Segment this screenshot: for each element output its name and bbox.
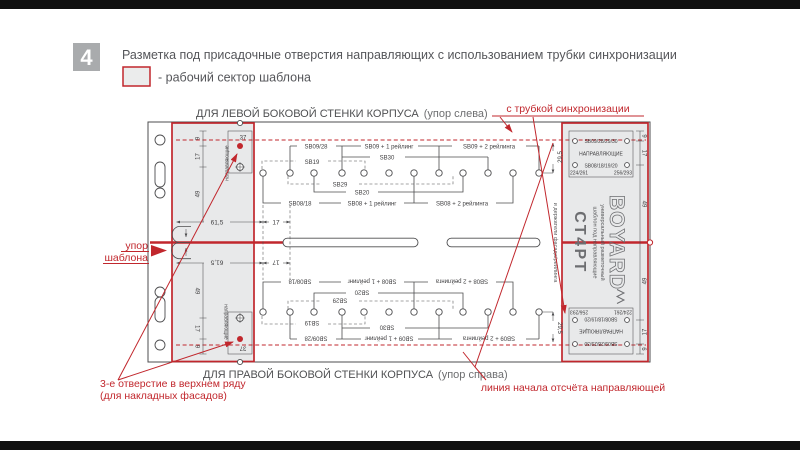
label-sb30: SB30: [379, 155, 395, 162]
stop-label-2: шаблона: [104, 252, 148, 264]
label-sb09-r2-mir: SB09 + 2 рейлинга: [462, 334, 516, 341]
size-num-left-mir: 224/261: [613, 308, 632, 315]
start-line-label: линия начала отсчёта направляющей: [480, 382, 666, 394]
label-sb08-18: SB08/18: [288, 201, 312, 208]
sync-tube-label: с трубкой синхронизации: [506, 103, 630, 115]
dim-61-5-bottom: 61,5: [210, 258, 224, 266]
size-num-left: 224/261: [570, 170, 589, 177]
caption-right-wall: [203, 368, 508, 381]
product-name: СТ4РТ: [571, 211, 588, 274]
label-sb29-mir: SB29: [332, 296, 348, 303]
dim-9-left-top: 9: [195, 136, 202, 141]
caption-left-wall-text: ДЛЯ ЛЕВОЙ БОКОВОЙ СТЕНКИ КОРПУСА: [196, 108, 419, 120]
dim-49-right-top: 49: [640, 200, 647, 208]
caption-right-wall-text: ДЛЯ ПРАВОЙ БОКОВОЙ СТЕНКИ КОРПУСА: [203, 369, 434, 381]
dim-37-top: 37: [239, 135, 247, 142]
label-sb08-r1-mir: SB08 + 1 рейлинг: [347, 277, 397, 284]
label-sb09-r2: SB09 + 2 рейлинга: [462, 144, 516, 151]
caption-right-wall-note: (упор справа): [438, 369, 508, 381]
dim-9-right-bottom: 9: [642, 347, 649, 351]
label-sb09-r1: SB09 + 1 рейлинг: [364, 144, 414, 151]
dim-17-right-bottom: 17: [642, 328, 649, 336]
label-sb08-18-mir: SB08/18: [288, 277, 312, 284]
template-subtitle-1: универсальный разметочный: [599, 204, 605, 281]
label-sb20-mir: SB20: [354, 288, 370, 295]
label-sb08-r2-mir: SB08 + 2 рейлинга: [435, 277, 489, 284]
dim-49-right-bottom: 49: [642, 277, 649, 285]
brand-logo-text: BOYARD: [605, 194, 628, 291]
label-sb30-mir: SB30: [379, 323, 395, 330]
stop-label-1: упор: [125, 240, 148, 252]
label-sb29: SB29: [332, 182, 348, 189]
label-sb09-r1-mir: SB09 + 1 рейлинг: [364, 334, 414, 341]
label-sb09-28: SB09/28: [304, 144, 328, 151]
guides-word-mir: НАПРАВЛЯЮЩИЕ: [579, 327, 623, 334]
label-sb19: SB19: [304, 160, 320, 166]
caption-left-wall: [196, 107, 488, 120]
centerline-edge-hole: [647, 240, 652, 245]
dim-17-gap-bottom: 17: [272, 258, 280, 266]
dim-9-left-bottom: 9: [193, 344, 200, 349]
step-number: 4: [80, 45, 93, 70]
dim-61-5-top: 61,5: [210, 219, 224, 227]
label-sb20: SB20: [354, 190, 370, 197]
top-letterbox-bar: [0, 0, 800, 9]
legend-swatch: [123, 67, 150, 86]
size-num-right: 256/293: [613, 170, 632, 177]
dim-17-left-top: 17: [195, 153, 202, 160]
label-sb08-r1: SB08 + 1 рейлинг: [347, 201, 397, 208]
template-subtitle-2: шаблон под направляющие: [591, 206, 598, 279]
label-sb08-r2: SB08 + 2 рейлинга: [435, 201, 489, 208]
size-num-right-mir: 256/293: [570, 308, 589, 315]
side-note-vertical: и держатели фасада/рейлинга: [552, 202, 558, 283]
slide-codes-bottom: SB08/18/19/20: [584, 163, 618, 170]
third-hole-label-2: (для накладных фасадов): [100, 390, 227, 402]
dim-17-right-top: 17: [640, 149, 647, 157]
guides-vertical-bottom: направляющие: [222, 304, 229, 340]
label-sb09-28-mir: SB09/28: [304, 334, 328, 341]
center-slot-right: [447, 238, 540, 247]
center-slot-left: [283, 238, 418, 247]
dim-49-left-bottom: 49: [193, 287, 200, 295]
dim-37-bottom: 37: [239, 344, 247, 351]
slide-codes-top-mir: SB09/28/29/30: [584, 340, 618, 346]
dim-49-left-top: 49: [195, 190, 202, 198]
dim-17-gap-top: 17: [272, 219, 280, 227]
guides-vertical-top: направляющие: [224, 145, 231, 181]
dim-17-left-bottom: 17: [193, 325, 200, 332]
bottom-letterbox-bar: [0, 441, 800, 450]
legend-label: - рабочий сектор шаблона: [158, 70, 311, 85]
slide-codes-top: SB09/28/29/30: [584, 139, 618, 145]
dim-9-right-top: 9: [640, 134, 647, 138]
caption-left-wall-note: (упор слева): [423, 108, 488, 120]
guides-word: НАПРАВЛЯЮЩИЕ: [579, 151, 623, 158]
page-title: Разметка под присадочные отверстия направляющих с использованием трубки синхронизации: [122, 48, 677, 62]
dim-29-5-top: 29,5: [558, 151, 564, 163]
third-hole-label-1: 3-е отверстие в верхнем ряду: [100, 378, 246, 390]
dim-29-5-bottom: 29,5: [556, 322, 562, 334]
label-sb19-mir: SB19: [304, 319, 320, 326]
slide-codes-bottom-mir: SB08/18/19/20: [584, 315, 618, 322]
